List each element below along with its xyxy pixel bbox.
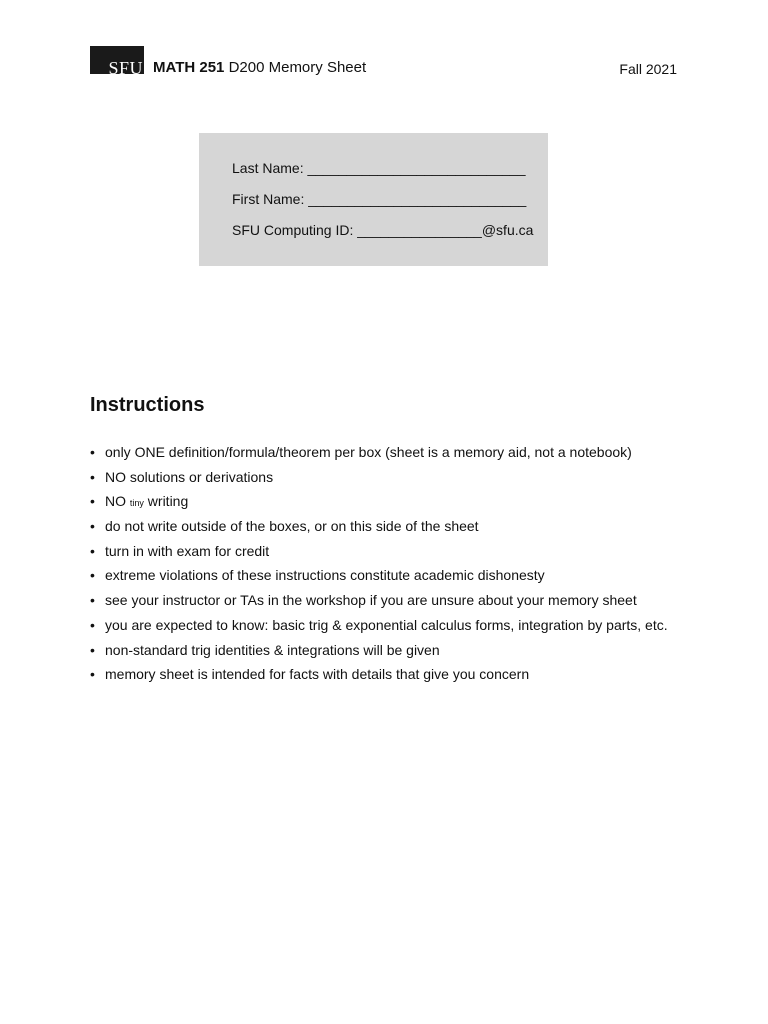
course-code: MATH 251 <box>153 59 225 76</box>
instruction-text: only ONE definition/formula/theorem per box (sheet is a memory aid, not a notebook) <box>105 444 632 460</box>
instruction-text: turn in with exam for credit <box>105 542 270 559</box>
instruction-item <box>90 442 690 467</box>
instruction-item <box>90 565 690 590</box>
bullet-icon: • <box>90 567 95 584</box>
bullet-icon: • <box>90 666 95 683</box>
first-name-field: First Name: ____________________________ <box>232 191 527 207</box>
instruction-item <box>90 664 690 689</box>
instruction-text: do not write outside of the boxes, or on this side of the sheet <box>105 518 479 535</box>
instruction-item <box>90 491 690 516</box>
instruction-text-tiny: tiny <box>129 498 144 509</box>
instruction-text: extreme violations of these instructions constitute academic dishonesty <box>105 567 545 584</box>
bullet-icon: • <box>90 468 95 485</box>
instruction-item <box>90 467 690 492</box>
sfu-logo <box>90 46 144 74</box>
instruction-text: see your instructor or TAs in the workshop if you are unsure about your memory sheet <box>105 592 637 609</box>
bullet-icon: • <box>90 542 95 559</box>
instruction-item <box>90 541 690 566</box>
instruction-text: NO solutions or derivations <box>105 468 274 485</box>
instruction-text: you are expected to know: basic trig & exponential calculus forms, integration by parts, etc. <box>105 616 668 633</box>
computing-id-field: SFU Computing ID: ________________@sfu.ca <box>232 222 534 238</box>
bullet-icon: • <box>90 641 95 658</box>
instruction-item <box>90 516 690 541</box>
page-title <box>153 59 366 77</box>
bullet-icon: • <box>90 444 95 460</box>
student-id-box <box>199 133 548 266</box>
instruction-text: non-standard trig identities & integrations will be given <box>105 641 440 658</box>
instruction-item <box>90 640 690 665</box>
instructions-list <box>90 442 690 689</box>
bullet-icon: • <box>90 616 95 633</box>
instruction-text-prefix: NO <box>105 493 130 510</box>
instruction-text-suffix: writing <box>143 493 189 510</box>
bullet-icon: • <box>90 592 95 609</box>
last-name-field: Last Name: ____________________________ <box>232 160 526 176</box>
instruction-item <box>90 590 690 615</box>
instructions-heading: Instructions <box>90 394 205 416</box>
instruction-text: memory sheet is intended for facts with details that give you concern <box>105 666 530 683</box>
sfu-logo-text: SFU <box>108 58 143 74</box>
bullet-icon: • <box>90 518 95 535</box>
bullet-icon: • <box>90 493 95 510</box>
course-subtitle: D200 Memory Sheet <box>224 59 367 76</box>
term-label: Fall 2021 <box>619 61 677 77</box>
instruction-item <box>90 615 690 640</box>
